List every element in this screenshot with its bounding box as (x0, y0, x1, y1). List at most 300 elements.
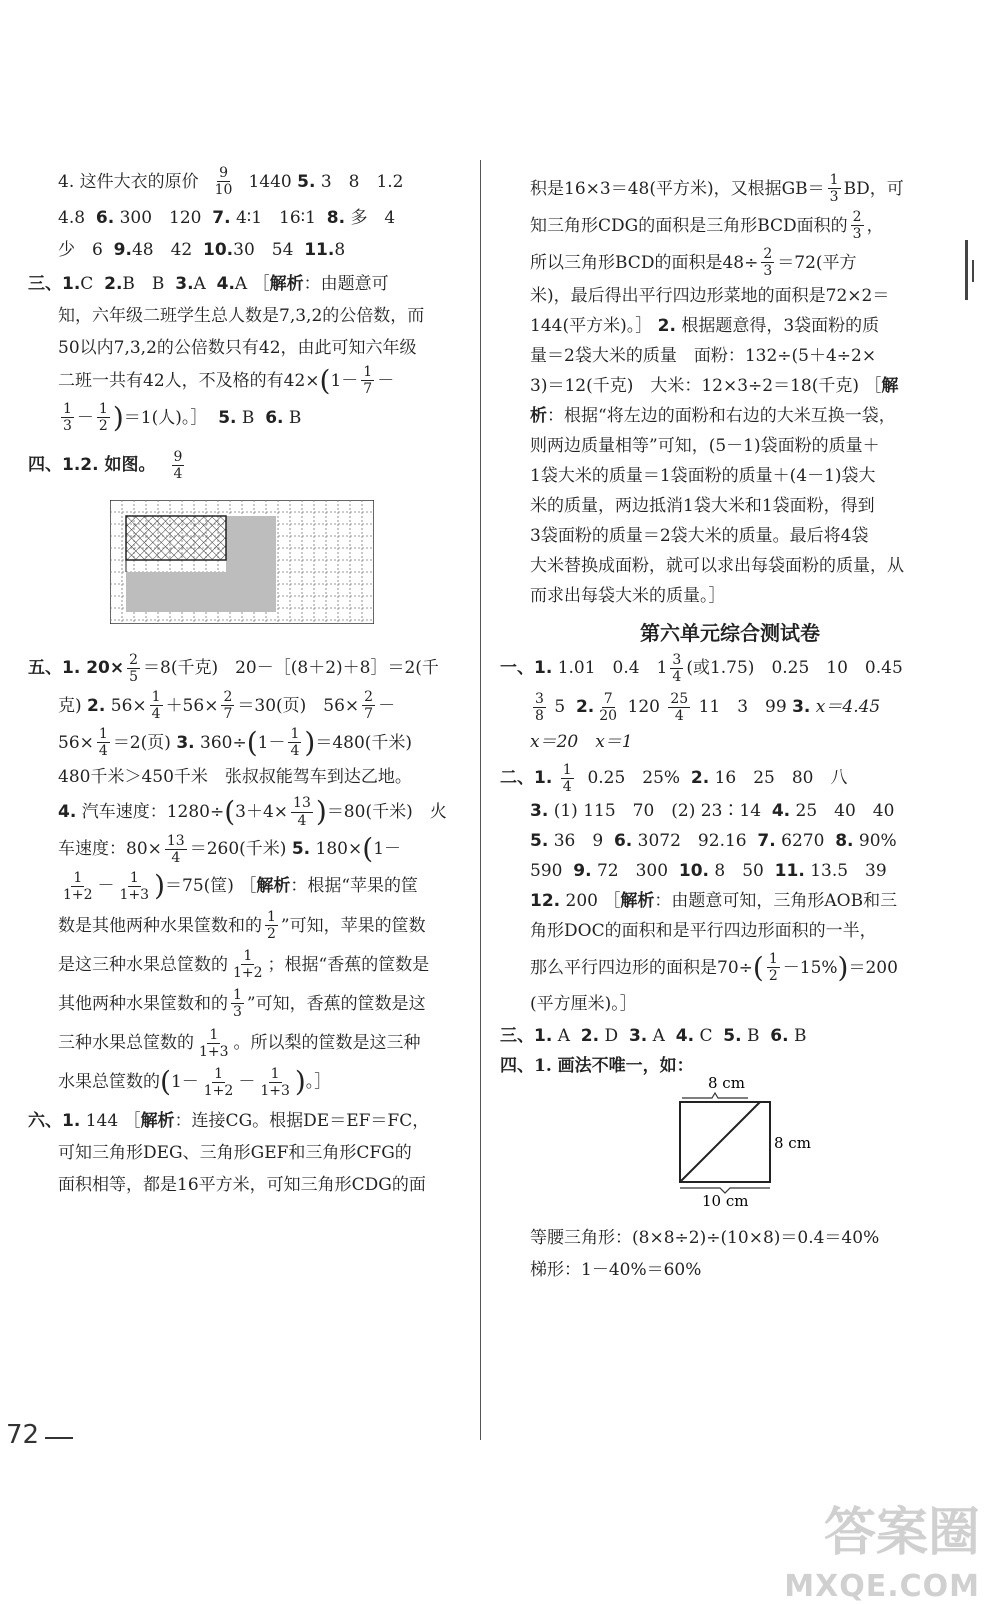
text: 1.01 0.4 1 (557, 658, 668, 679)
denominator: 4 (151, 706, 161, 723)
fraction (258, 1066, 292, 1099)
fraction (165, 833, 187, 866)
item-number: 6. (265, 407, 284, 428)
text: ＝260(千米) (189, 839, 287, 860)
fraction (291, 795, 313, 828)
text: － (238, 1072, 256, 1093)
text: － (76, 407, 94, 428)
numerator: 1 (290, 726, 300, 743)
text-line: 知，六年级二班学生总人数是7,3,2的公倍数，而 (58, 306, 425, 327)
text: C (80, 274, 94, 295)
denominator: 4 (173, 465, 183, 482)
numerator: 1 (98, 401, 108, 418)
text-line (500, 951, 960, 984)
text: 是这三种水果总筐数的 (58, 954, 228, 975)
item-number: 3. (530, 801, 549, 822)
column-divider (480, 160, 481, 1440)
item-number: 5. (530, 831, 549, 852)
answer-line (500, 762, 960, 795)
fraction (172, 449, 185, 482)
text: ：连接CG。根据DE＝EF＝FC， (174, 1110, 430, 1131)
brace (682, 1093, 748, 1098)
text-line: 50以内7,3,2的公倍数只有42，由此可知六年级 (58, 338, 417, 359)
item-number: 3. (176, 732, 195, 753)
text: B (241, 407, 255, 428)
item-number: 10. (678, 861, 709, 882)
answer-line (500, 691, 960, 724)
denominator: 5 (129, 668, 139, 685)
text: 56× (58, 732, 94, 753)
text: 1－ (170, 1072, 199, 1093)
fraction (828, 172, 841, 205)
text-line: 56× $\frac{1}{4}$ ＝2(页) 3. 360÷ ( 1－ $\frac{1}{4}$ ) ＝480(千米) (58, 725, 413, 760)
item-number: 9. (113, 240, 132, 261)
item-number: 2. (575, 697, 595, 718)
text: ＝480(千米) (315, 732, 413, 753)
denominator: 4 (98, 743, 108, 760)
left-column (28, 165, 468, 1199)
paren: ( (319, 363, 331, 397)
text: ＝8(千克) 20－［(8＋2)＋8］＝2(千 (143, 658, 439, 679)
item-number: 2. (104, 274, 123, 295)
text-line: (平方厘米)。］ (530, 994, 637, 1015)
text: ， (866, 215, 884, 236)
fraction (118, 870, 152, 903)
fraction (597, 691, 619, 724)
rectangle-figure (660, 1072, 960, 1218)
fraction (150, 689, 163, 722)
item-number: 7. (212, 208, 231, 229)
denominator: 4 (290, 743, 300, 760)
numerator: 1 (768, 951, 778, 968)
answer-line: x＝20 x＝1 (530, 731, 633, 752)
answer-line (28, 236, 468, 264)
text-line (28, 1066, 468, 1099)
text: ；根据“香蕉的筐数是 (267, 954, 430, 975)
numerator: 13 (293, 795, 311, 812)
text: B (288, 407, 302, 428)
denominator: 3 (763, 263, 773, 280)
edge-mark (965, 240, 968, 300)
text: ＝75(筐) ［ (165, 876, 257, 897)
item-number: 2. (580, 1026, 600, 1047)
numerator: 1 (73, 869, 83, 886)
fraction (265, 909, 278, 942)
rectangle (680, 1102, 770, 1182)
text: ：根据“苹果的筐 (290, 876, 419, 897)
analysis-label: 解析 (140, 1110, 175, 1131)
item-number: 5. (291, 839, 311, 860)
text: 25 40 40 (795, 801, 895, 822)
text: 四、1.2. 如图。 (28, 455, 156, 476)
numerator: 2 (852, 209, 862, 226)
denominator: 1+3 (119, 886, 150, 903)
denominator: 7 (363, 381, 373, 398)
fraction (362, 689, 375, 722)
text: ：由题意可知，三角形AOB和三 (654, 891, 898, 912)
text: ＝2(页) (112, 732, 171, 753)
fraction (361, 364, 374, 397)
text: ”可知，香蕉的筐数是这 (246, 993, 426, 1014)
text: ＝72(平方 (777, 252, 857, 273)
analysis-label: 析 (530, 405, 547, 426)
text: 知三角形CDG的面积是三角形BCD面积的 (530, 215, 848, 236)
text-line (28, 909, 468, 942)
fraction (97, 726, 110, 759)
text-line (500, 172, 960, 205)
denominator: 3 (233, 1004, 242, 1021)
item-number: 7. (757, 831, 776, 852)
fraction (851, 209, 864, 242)
fraction (97, 401, 110, 434)
text-line: 大米替换成面粉，就可以求出每袋面粉的质量，从 (530, 555, 904, 576)
item-number: 8. (835, 831, 854, 852)
grid-figure (110, 500, 468, 630)
fraction (213, 165, 235, 198)
text-line: 等腰三角形：(8×8÷2)÷(10×8)＝0.4＝40% (530, 1228, 880, 1249)
text: ＝30(页) 56× (237, 695, 360, 716)
text: 36 9 (553, 831, 604, 852)
text-line: 米的质量，两边抵消1袋大米和1袋面粉，得到 (530, 495, 875, 516)
text: 4.8 (58, 208, 86, 229)
text: ＋56× (165, 695, 219, 716)
item-number: 9. (573, 861, 592, 882)
text: x＝4.45 (815, 697, 881, 718)
fraction (231, 948, 265, 981)
fraction (61, 401, 74, 434)
paren: ( (224, 795, 236, 828)
answer-line: 四、1. 画法不唯一，如： (500, 1056, 694, 1077)
denominator: 1+3 (260, 1082, 290, 1099)
numerator: 9 (173, 448, 183, 465)
text: ＝1(人)。］ (123, 407, 208, 428)
text: 120 (627, 697, 660, 718)
page-number-dash (45, 1437, 73, 1439)
denominator: 1+2 (203, 1082, 234, 1099)
paren: ( (160, 1065, 171, 1099)
edge-mark (972, 260, 974, 282)
numerator: 25 (670, 690, 689, 707)
numerator: 1 (270, 1065, 280, 1082)
analysis-label: 解析 (256, 876, 291, 897)
text: 72 300 (596, 861, 669, 882)
text: 144(平方米)。］ (530, 315, 653, 336)
item-number: 1. (62, 274, 81, 295)
text: 数是其他两种水果筐数和的 (58, 915, 262, 936)
section-label: 三、1. (500, 1026, 553, 1047)
watermark (784, 1490, 980, 1604)
text: 根据题意得，3袋面粉的质 (681, 315, 880, 336)
text: 48 42 (131, 240, 193, 261)
text-line: 角形DOC的面积和是平行四边形面积的一半， (530, 921, 877, 942)
unit-title: 第六单元综合测试卷 (640, 620, 820, 645)
item-number: 6. (613, 831, 633, 852)
fraction (61, 870, 95, 903)
text: (或1.75) 0.25 10 0.45 (686, 658, 903, 679)
numerator: 2 (763, 246, 773, 263)
analysis-label: 解析 (269, 274, 304, 295)
item-number: 10. (203, 240, 234, 261)
text-line: 可知三角形DEG、三角形GEF和三角形CFG的 (58, 1142, 412, 1163)
answer-line (500, 797, 960, 825)
text: 0.25 25% (587, 768, 681, 789)
fraction (670, 652, 683, 685)
numerator: 2 (364, 689, 374, 706)
text-line: 面积相等，都是16平方米，可知三角形CDG的面 (58, 1174, 426, 1195)
denominator: 4 (672, 668, 682, 685)
text: 三种水果总筐数的 (58, 1033, 194, 1054)
paren: ) (154, 869, 166, 903)
text: 8 50 (714, 861, 764, 882)
denominator: 3 (852, 226, 862, 243)
text-line (500, 246, 960, 279)
numerator: 1 (98, 726, 108, 743)
text: 1－ (373, 839, 402, 860)
item-number: 2. (657, 315, 676, 336)
watermark-text: 答案圈 (823, 1503, 980, 1563)
text: 300 120 (119, 208, 202, 229)
answer-line (28, 165, 468, 198)
numerator: 1 (562, 761, 572, 778)
item-number: 3. (628, 1026, 648, 1047)
denominator: 1+2 (63, 886, 93, 903)
text: 360÷ (200, 732, 247, 753)
text: ：由题意可 (303, 274, 389, 295)
text-line (28, 1027, 468, 1060)
item-number: 2. (690, 768, 710, 789)
item-number: 6. (770, 1026, 789, 1047)
text: 那么平行四边形的面积是70÷ (530, 957, 753, 978)
text: － (377, 370, 395, 391)
text: 。］ (305, 1072, 332, 1093)
side-label: 8 cm (774, 1134, 811, 1153)
text: 11 3 99 (698, 697, 787, 718)
text-line: 量＝2袋大米的质量 面粉：132÷(5＋4÷2× (530, 345, 877, 366)
text: ”可知，苹果的筐数 (280, 915, 426, 936)
text: A (193, 274, 206, 295)
section-label: 一、1. (500, 658, 553, 679)
denominator: 3 (829, 189, 839, 206)
answer-line (28, 204, 468, 232)
text: A ［ (234, 274, 270, 295)
text: 多 4 (350, 208, 396, 229)
shaded-region (226, 516, 276, 612)
text: 4∶1 16∶1 (235, 208, 316, 229)
text: 180× (315, 839, 363, 860)
text: 16 25 80 八 (714, 768, 848, 789)
right-column (500, 172, 960, 1284)
paren: ) (304, 725, 316, 759)
fraction (231, 987, 244, 1020)
text: B B (122, 274, 165, 295)
denominator: 2 (267, 926, 276, 943)
fraction (221, 689, 234, 722)
text: BD，可 (843, 178, 904, 199)
fraction (288, 726, 301, 759)
item-number: 5. (218, 407, 237, 428)
text: － (378, 695, 396, 716)
denominator: 10 (214, 182, 233, 199)
section-label: 二、1. (500, 768, 553, 789)
item-number: 8. (326, 208, 346, 229)
paren: ( (752, 950, 764, 984)
text: －15% (782, 957, 838, 978)
answer-line (500, 857, 960, 885)
text: 1440 (248, 171, 292, 192)
text-line: 米)，最后得出平行四边形菜地的面积是72×2＝ (530, 285, 890, 306)
denominator: 20 (599, 707, 618, 724)
denominator: 7 (364, 706, 374, 723)
text: 5 (554, 697, 566, 718)
text: D (604, 1026, 619, 1047)
fraction (197, 1027, 231, 1060)
text: 汽车速度：1280÷ (81, 801, 225, 822)
section-four (28, 449, 468, 482)
answer-line (500, 887, 960, 915)
text: 。所以梨的筐数是这三种 (233, 1033, 421, 1054)
item-number: 11. (774, 861, 805, 882)
item-number: 4. (675, 1026, 695, 1047)
text: 所以三角形BCD的面积是48÷ (530, 252, 759, 273)
denominator: 8 (535, 707, 544, 724)
denominator: 7 (223, 706, 233, 723)
numerator: 1 (243, 948, 253, 965)
item-number: 2. (87, 695, 106, 716)
fraction (202, 1066, 236, 1099)
item-number: 4. (216, 274, 235, 295)
text-line (500, 402, 960, 430)
fraction (761, 246, 774, 279)
denominator: 1+3 (199, 1043, 229, 1060)
text: ＝200 (848, 957, 898, 978)
text: 3)＝12(千克) 大米：12×3÷2＝18(千克) ［ (530, 375, 882, 396)
numerator: 1 (233, 987, 242, 1004)
numerator: 1 (267, 908, 276, 925)
denominator: 4 (297, 812, 307, 829)
text: － (97, 876, 115, 897)
grid-svg (110, 500, 374, 624)
numerator: 2 (129, 651, 139, 668)
text-line (28, 795, 468, 828)
answer-line (500, 652, 960, 685)
paren: ( (362, 832, 374, 866)
text: 3072 92.16 (637, 831, 747, 852)
fraction (127, 652, 140, 685)
text: B (794, 1026, 807, 1047)
numerator: 1 (151, 689, 161, 706)
item-number: 12. (530, 891, 561, 912)
denominator: 4 (674, 707, 684, 724)
fraction (561, 762, 574, 795)
text-line: 而求出每袋大米的质量。］ (530, 585, 726, 606)
item-number: 4. (771, 801, 791, 822)
text-line (500, 209, 960, 242)
paren: ) (315, 795, 327, 828)
text-line (28, 870, 468, 903)
item-number: 3. (792, 697, 811, 718)
text: 积是16×3＝48(平方米)，又根据GB＝ (530, 178, 825, 199)
numerator: 3 (672, 651, 682, 668)
text: 六、1. (28, 1110, 81, 1131)
text: C (699, 1026, 713, 1047)
rectangle-svg (660, 1072, 840, 1212)
numerator: 1 (129, 869, 139, 886)
text-line: 二班一共有42人，不及格的有42× ( 1－ $\frac{1}{7}$ － (58, 363, 395, 398)
text: 200 ［ (565, 891, 621, 912)
text-line: 1袋大米的质量＝1袋面粉的质量＋(4－1)袋大 (530, 465, 876, 486)
denominator: 4 (562, 779, 572, 796)
denominator: 2 (98, 418, 108, 435)
denominator: 3 (63, 418, 72, 435)
numerator: 1 (63, 401, 72, 418)
answer-line (500, 1022, 960, 1050)
text-line (28, 833, 468, 866)
top-label: 8 cm (708, 1074, 745, 1093)
denominator: 4 (171, 849, 181, 866)
numerator: 2 (223, 689, 233, 706)
cross-hatch (126, 516, 226, 560)
item-number: 11. (304, 240, 335, 261)
text: B (746, 1026, 760, 1047)
text: 少 6 (58, 240, 103, 261)
paren: ) (294, 1065, 306, 1099)
text-line: 3袋面粉的质量＝2袋大米的质量。最后将4袋 (530, 525, 869, 546)
text-line: 梯形：1－40%＝60% (530, 1260, 702, 1281)
denominator: 1+2 (233, 965, 263, 982)
text: 4. 这件大衣的原价 (58, 171, 199, 192)
numerator: 13 (166, 832, 185, 849)
text-line: 480千米＞450千米 张叔叔能驾车到达乙地。 (58, 767, 412, 788)
numerator: 1 (214, 1065, 223, 1082)
diagonal (680, 1102, 760, 1182)
numerator: 1 (209, 1026, 219, 1043)
numerator: 1 (829, 172, 839, 188)
section-three (28, 270, 468, 298)
numerator: 3 (535, 690, 544, 707)
answer-line (500, 827, 960, 855)
text: ＝80(千米) 火 (326, 801, 447, 822)
paren: ( (246, 725, 258, 759)
text-line (500, 312, 960, 340)
paren: ) (837, 950, 849, 984)
text-line (28, 987, 468, 1020)
text: 3 8 1.2 (320, 171, 404, 192)
text: 其他两种水果筐数和的 (58, 993, 228, 1014)
text: A (557, 1026, 570, 1047)
watermark-url: MXQE.COM (784, 1569, 980, 1604)
text: (1) 115 70 (2) 23∶14 (553, 801, 762, 822)
text-line (28, 689, 468, 722)
text: 克) (58, 695, 82, 716)
section-six (28, 1107, 468, 1135)
section-five (28, 652, 468, 685)
page-number: 72 (6, 1420, 40, 1450)
text: 3＋4× (235, 801, 289, 822)
text: 144 ［ (85, 1110, 141, 1131)
item-number: 3. (175, 274, 194, 295)
numerator: 7 (603, 690, 613, 707)
numerator: 1 (363, 364, 373, 381)
bottom-label: 10 cm (702, 1192, 749, 1211)
text: 8 (334, 240, 346, 261)
text-line (500, 372, 960, 400)
section-label: 三、 (28, 274, 62, 295)
text: ：根据“将左边的面粉和右边的大米互换一袋， (547, 405, 896, 426)
item-number: 5. (297, 171, 316, 192)
numerator: 9 (219, 165, 228, 181)
paren: ) (112, 400, 124, 434)
text: 五、1. 20× (28, 658, 125, 679)
